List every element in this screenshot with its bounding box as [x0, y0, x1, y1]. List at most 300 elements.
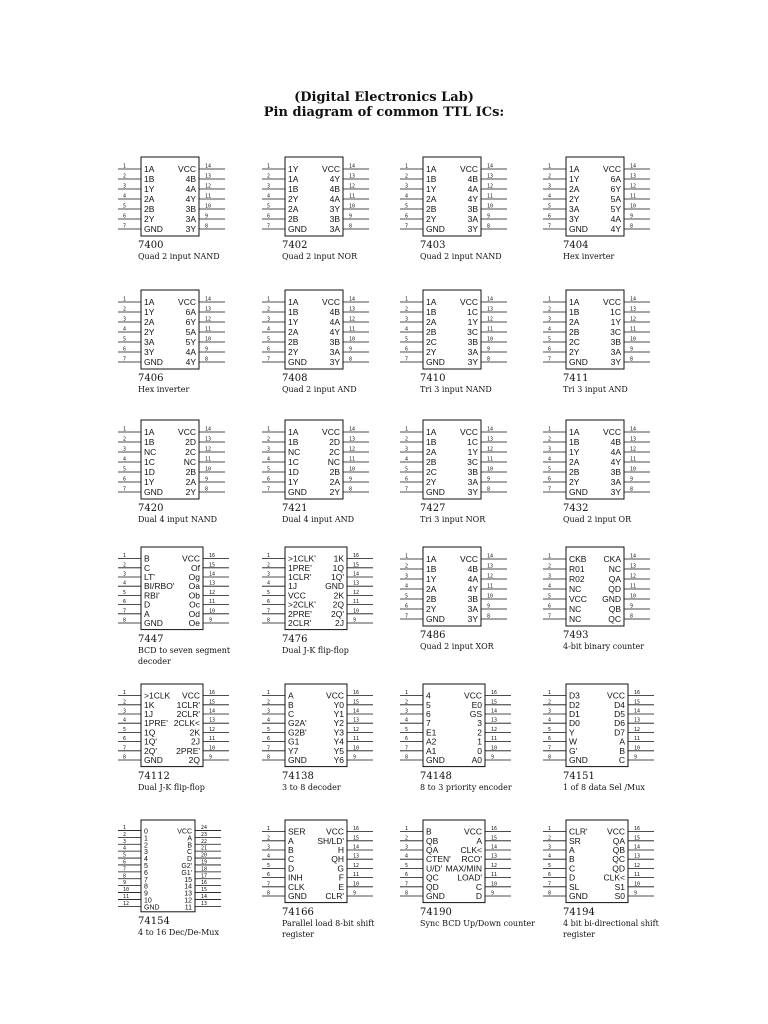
pin-number: 7: [405, 745, 409, 752]
pin-label: Y0: [333, 699, 344, 710]
pin-label: D1: [569, 709, 580, 719]
pin-number: 5: [405, 862, 409, 869]
pin-number: 3: [548, 183, 552, 190]
pin-label: GND: [426, 357, 445, 367]
pin-label: VCC: [603, 164, 621, 174]
pin-number: 5: [548, 466, 552, 473]
chip-description: 1 of 8 data Sel /Mux: [563, 782, 645, 792]
chip-description: Sync BCD Up/Down counter: [420, 918, 535, 928]
pin-number: 13: [634, 717, 641, 724]
pin-number: 15: [491, 699, 498, 706]
pin-number: 16: [634, 826, 641, 833]
pin-number: 13: [491, 717, 498, 724]
pin-label: 3C: [610, 327, 621, 337]
pin-label: D: [569, 872, 576, 883]
pin-label: 4Y: [329, 174, 340, 184]
pin-label: 3Y: [610, 487, 621, 497]
pin-label: 3B: [185, 204, 196, 214]
pin-number: 1: [405, 826, 409, 833]
pin-number: 5: [405, 203, 409, 210]
pin-number: 5: [267, 336, 271, 343]
pin-number: 9: [487, 346, 491, 353]
pin-number: 10: [349, 466, 356, 473]
pin-label: QB: [612, 845, 625, 855]
pin-label: D4: [614, 699, 625, 710]
chip-part-number: 7432: [563, 503, 589, 514]
pin-number: 3: [548, 708, 552, 715]
pin-number: 2: [123, 436, 127, 443]
pin-number: 2: [405, 306, 409, 313]
pin-label: 4Y: [185, 194, 196, 204]
pin-label: 2A: [329, 477, 340, 487]
pin-number: 2: [405, 563, 409, 570]
pin-label: 0: [477, 745, 482, 756]
pin-label: 1PRE': [144, 718, 168, 729]
chip-description: Parallel load 8-bit shift register: [282, 918, 375, 939]
pin-label: 3A: [610, 347, 621, 357]
pin-number: 8: [267, 754, 271, 761]
pin-number: 14: [491, 844, 498, 851]
pin-number: 4: [123, 845, 127, 852]
pin-label: 2K: [189, 727, 200, 738]
pin-number: 7: [548, 486, 552, 493]
pin-label: QB: [608, 604, 621, 614]
pin-label: 6Y: [610, 184, 621, 194]
pin-number: 15: [491, 835, 498, 842]
pin-label: 1Q: [332, 562, 344, 573]
pin-label: 2Y: [426, 347, 437, 357]
pin-label: 1Y: [144, 184, 155, 194]
pin-number: 3: [123, 446, 127, 453]
pin-label: 1A: [569, 297, 580, 307]
pin-label: 2A: [569, 457, 580, 467]
pin-number: 16: [209, 553, 216, 560]
pin-number: 2: [548, 436, 552, 443]
pin-label: 5A: [185, 327, 196, 337]
pin-number: 15: [353, 699, 360, 706]
pin-label: D: [186, 856, 192, 864]
pin-label: GND: [426, 891, 445, 901]
pin-label: Y4: [333, 736, 344, 747]
pin-label: Oe: [188, 618, 200, 628]
pin-label: 1D: [144, 467, 155, 477]
pin-label: 2B: [426, 327, 437, 337]
pin-number: 13: [487, 173, 494, 180]
pin-number: 3: [123, 183, 127, 190]
pin-label: GND: [144, 904, 160, 912]
chip-part-number: 74151: [563, 770, 595, 782]
pin-label: 1C: [144, 457, 155, 467]
pin-label: 2Q': [331, 608, 344, 619]
pin-number: 12: [630, 446, 637, 453]
pin-number: 6: [267, 213, 271, 220]
pin-label: 2B: [144, 204, 155, 214]
pin-number: 8: [630, 613, 634, 620]
pin-label: CLK<: [460, 845, 482, 855]
pin-number: 3: [548, 446, 552, 453]
pin-number: 5: [123, 466, 127, 473]
pin-label: 2C: [185, 447, 196, 457]
chip-description: Dual J-K flip-flop: [282, 645, 349, 655]
pin-number: 7: [267, 356, 271, 363]
pin-number: 5: [267, 862, 271, 869]
pin-label: A: [144, 608, 150, 619]
chip-description: Dual 4 input NAND: [138, 515, 218, 524]
pin-label: 2A: [185, 477, 196, 487]
pin-number: 14: [487, 296, 494, 303]
pin-label: 2: [477, 727, 482, 738]
pin-number: 14: [349, 296, 356, 303]
pin-label: VCC: [464, 690, 482, 701]
pin-number: 3: [267, 316, 271, 323]
pin-label: VCC: [322, 297, 340, 307]
pin-number: 2: [548, 173, 552, 180]
pin-number: 4: [405, 193, 409, 200]
pin-label: NC: [327, 457, 340, 467]
pin-label: 2Y: [329, 487, 340, 497]
pin-number: 3: [267, 571, 271, 578]
pin-label: D6: [614, 718, 625, 729]
pin-label: 4Y: [610, 457, 621, 467]
pin-label: A: [187, 835, 192, 843]
pin-label: 4Y: [610, 224, 621, 234]
pin-label: 3B: [610, 337, 621, 347]
chip-description: Hex inverter: [563, 252, 615, 261]
chip-part-number: 7476: [282, 633, 308, 645]
pin-number: 24: [201, 824, 208, 831]
pin-number: 16: [209, 690, 216, 697]
pin-number: 3: [405, 844, 409, 851]
pin-number: 6: [123, 599, 127, 606]
pin-number: 5: [405, 593, 409, 600]
pin-number: 9: [630, 476, 634, 483]
pin-number: 14: [201, 893, 208, 900]
pin-number: 12: [349, 316, 356, 323]
pin-label: 1B: [288, 307, 299, 317]
pin-label: GND: [144, 755, 163, 765]
pin-label: A: [288, 690, 294, 701]
pin-label: VCC: [603, 297, 621, 307]
pin-label: GND: [288, 357, 307, 367]
pin-label: H: [337, 845, 344, 855]
pin-number: 2: [548, 306, 552, 313]
pin-label: BI/RBO': [144, 581, 175, 592]
pin-number: 8: [205, 486, 209, 493]
pin-label: 2Q': [144, 745, 157, 756]
pin-number: 9: [491, 754, 495, 761]
pin-number: 11: [630, 456, 637, 463]
pin-label: 2A: [426, 447, 437, 457]
pin-number: 11: [209, 599, 216, 606]
pin-number: 7: [267, 223, 271, 230]
pin-label: G2': [181, 862, 192, 870]
chip-description: Quad 2 input XOR: [420, 642, 494, 651]
pin-label: 2A: [288, 327, 299, 337]
pin-number: 9: [209, 754, 213, 761]
pin-label: 2Q: [188, 755, 200, 765]
pin-number: 3: [405, 183, 409, 190]
pin-label: Y2: [333, 718, 344, 729]
pin-label: VCC: [569, 594, 587, 604]
pin-number: 3: [123, 708, 127, 715]
pin-number: 10: [123, 887, 130, 894]
chip-74190: [400, 818, 511, 905]
pin-label: NC: [569, 584, 582, 594]
pin-label: GND: [426, 755, 445, 765]
pin-label: C: [288, 709, 295, 719]
pin-number: 9: [349, 346, 353, 353]
pin-number: 6: [548, 346, 552, 353]
pin-number: 7: [267, 745, 271, 752]
pin-label: 3Y: [329, 204, 340, 214]
pin-label: 2A: [569, 184, 580, 194]
pin-label: 1A: [288, 174, 299, 184]
pin-number: 9: [349, 476, 353, 483]
pin-label: 1CLR': [288, 572, 312, 582]
pin-number: 5: [548, 203, 552, 210]
pin-label: 2A: [144, 194, 155, 204]
pin-label: C: [144, 562, 151, 573]
pin-label: 2: [144, 842, 148, 850]
pin-number: 7: [267, 486, 271, 493]
pin-number: 14: [630, 296, 637, 303]
pin-number: 3: [123, 316, 127, 323]
pin-number: 16: [353, 690, 360, 697]
pin-number: 1: [267, 553, 271, 560]
pin-number: 9: [634, 754, 638, 761]
pin-number: 16: [634, 690, 641, 697]
pin-number: 15: [201, 887, 208, 894]
pin-label: 4B: [329, 307, 340, 317]
pin-number: 22: [201, 838, 208, 845]
pin-label: A2: [426, 736, 437, 747]
pin-label: VCC: [603, 427, 621, 437]
pin-number: 7: [123, 356, 127, 363]
pin-label: 13: [184, 890, 192, 898]
pin-label: 1A: [426, 164, 437, 174]
pin-number: 7: [123, 223, 127, 230]
pin-label: 1B: [144, 437, 155, 447]
chip-description: 3 to 8 decoder: [282, 782, 341, 792]
pin-label: 2B: [288, 337, 299, 347]
pin-label: VCC: [178, 164, 196, 174]
pin-label: Oa: [188, 581, 200, 592]
pin-number: 12: [209, 589, 216, 596]
pin-label: GND: [288, 487, 307, 497]
pin-label: GND: [602, 594, 621, 604]
pin-label: 7: [426, 718, 431, 729]
pin-label: QD: [608, 584, 621, 594]
pin-number: 5: [267, 203, 271, 210]
pin-number: 13: [201, 900, 208, 907]
pin-label: Y5: [333, 745, 344, 756]
pin-number: 11: [630, 326, 637, 333]
pin-label: D: [144, 599, 151, 610]
pin-number: 12: [349, 446, 356, 453]
pin-label: 9: [144, 890, 148, 898]
chip-description: Tri 3 input NOR: [420, 515, 486, 524]
pin-number: 3: [123, 571, 127, 578]
pin-label: D0: [569, 718, 580, 729]
pin-label: NC: [569, 614, 582, 624]
pin-number: 13: [487, 563, 494, 570]
pin-label: 1C: [467, 437, 478, 447]
pin-label: 1A: [569, 427, 580, 437]
pin-label: 4A: [610, 447, 621, 457]
pin-label: 1B: [144, 174, 155, 184]
pin-label: 1Y: [426, 574, 437, 584]
chip-74166: [262, 818, 373, 905]
pin-label: CLR': [569, 826, 588, 837]
pin-label: B: [619, 745, 625, 756]
pin-label: GND: [569, 891, 588, 901]
pin-number: 13: [205, 436, 212, 443]
pin-number: 16: [353, 826, 360, 833]
pin-number: 10: [491, 881, 498, 888]
pin-label: Od: [188, 608, 200, 619]
chip-part-number: 74194: [563, 906, 595, 918]
pin-label: W: [569, 736, 578, 747]
pin-number: 8: [548, 890, 552, 897]
pin-label: G': [569, 745, 578, 756]
chip-7420: [118, 418, 225, 501]
pin-number: 6: [405, 213, 409, 220]
chip-7408: [262, 288, 369, 371]
pin-label: 1Q': [144, 736, 157, 747]
pin-number: 14: [349, 426, 356, 433]
pin-label: 4: [144, 856, 148, 864]
pin-number: 9: [630, 346, 634, 353]
pin-label: VCC: [322, 427, 340, 437]
pin-number: 3: [267, 446, 271, 453]
pin-label: NC: [608, 564, 621, 574]
pin-number: 12: [353, 862, 360, 869]
pin-label: 2A: [426, 584, 437, 594]
pin-label: B: [288, 845, 294, 855]
pin-label: 3Y: [569, 214, 580, 224]
pin-label: A0: [471, 755, 482, 765]
pin-number: 1: [267, 296, 271, 303]
pin-number: 15: [634, 835, 641, 842]
pin-label: 1C: [467, 307, 478, 317]
chip-part-number: 7493: [563, 630, 589, 641]
pin-number: 12: [487, 183, 494, 190]
pin-number: 10: [205, 466, 212, 473]
pin-number: 14: [487, 426, 494, 433]
pin-number: 2: [123, 831, 127, 838]
pin-number: 12: [123, 900, 130, 907]
pin-number: 3: [405, 446, 409, 453]
pin-label: Of: [191, 562, 200, 573]
chip-description: Dual 4 input AND: [282, 515, 355, 524]
pin-label: 2PRE': [176, 745, 200, 756]
pin-number: 11: [487, 456, 494, 463]
pin-label: INH: [288, 872, 303, 883]
pin-label: B: [144, 553, 150, 564]
pin-number: 10: [491, 745, 498, 752]
chip-74148: [400, 682, 511, 769]
pin-label: G1': [181, 869, 192, 877]
pin-number: 11: [123, 893, 130, 900]
pin-number: 11: [491, 872, 498, 879]
pin-number: 19: [201, 859, 208, 866]
pin-number: 15: [209, 562, 216, 569]
pin-label: 2K: [333, 590, 344, 601]
pin-label: R02: [569, 574, 585, 584]
pin-label: C: [186, 849, 192, 857]
pin-label: NC: [183, 457, 196, 467]
pin-label: 14: [184, 883, 192, 891]
pin-label: 2CLK<: [173, 718, 200, 729]
pin-number: 15: [634, 699, 641, 706]
pin-number: 4: [548, 193, 552, 200]
chip-7476: [262, 545, 373, 632]
pin-number: 8: [123, 754, 127, 761]
pin-label: 2CLR': [288, 618, 312, 628]
pin-number: 10: [630, 466, 637, 473]
pin-number: 14: [205, 296, 212, 303]
pin-number: 10: [353, 608, 360, 615]
pin-number: 1: [123, 163, 127, 170]
pin-number: 11: [209, 736, 216, 743]
pin-number: 9: [353, 890, 357, 897]
pin-number: 4: [267, 580, 271, 587]
pin-label: LOAD': [457, 872, 482, 883]
pin-label: 2Y: [144, 214, 155, 224]
pin-label: QD: [612, 863, 625, 874]
pin-label: 1J: [144, 709, 153, 719]
pin-label: 1A: [144, 297, 155, 307]
pin-label: CLK<: [603, 872, 625, 883]
pin-number: 6: [123, 736, 127, 743]
pin-label: 3Y: [329, 357, 340, 367]
pin-number: 7: [405, 613, 409, 620]
pin-number: 9: [630, 213, 634, 220]
chip-7447: [118, 545, 229, 632]
pin-label: 2CLR': [176, 709, 200, 719]
pin-label: 3B: [329, 214, 340, 224]
pin-number: 12: [487, 446, 494, 453]
pin-number: 6: [548, 476, 552, 483]
pin-number: 11: [634, 872, 641, 879]
pin-number: 5: [405, 726, 409, 733]
pin-number: 12: [353, 726, 360, 733]
pin-label: 3A: [329, 347, 340, 357]
pin-number: 4: [405, 326, 409, 333]
pin-label: GND: [569, 487, 588, 497]
pin-number: 5: [405, 466, 409, 473]
pin-label: 4B: [467, 564, 478, 574]
pin-label: Y: [569, 727, 575, 738]
pin-number: 7: [405, 881, 409, 888]
pin-number: 12: [487, 573, 494, 580]
pin-number: 4: [267, 853, 271, 860]
pin-label: G2B': [288, 727, 307, 738]
pin-label: GND: [144, 224, 163, 234]
pin-number: 11: [349, 456, 356, 463]
pin-label: 1Y: [569, 447, 580, 457]
pin-label: S0: [614, 891, 625, 901]
pin-label: 3: [144, 849, 148, 857]
pin-label: >2CLK': [288, 599, 316, 610]
pin-number: 1: [267, 826, 271, 833]
pin-label: GND: [569, 755, 588, 765]
pin-label: 1B: [569, 437, 580, 447]
chip-part-number: 74112: [138, 770, 170, 782]
pin-label: GND: [144, 487, 163, 497]
pin-number: 11: [487, 583, 494, 590]
pin-label: MAX/MIN: [445, 863, 482, 874]
